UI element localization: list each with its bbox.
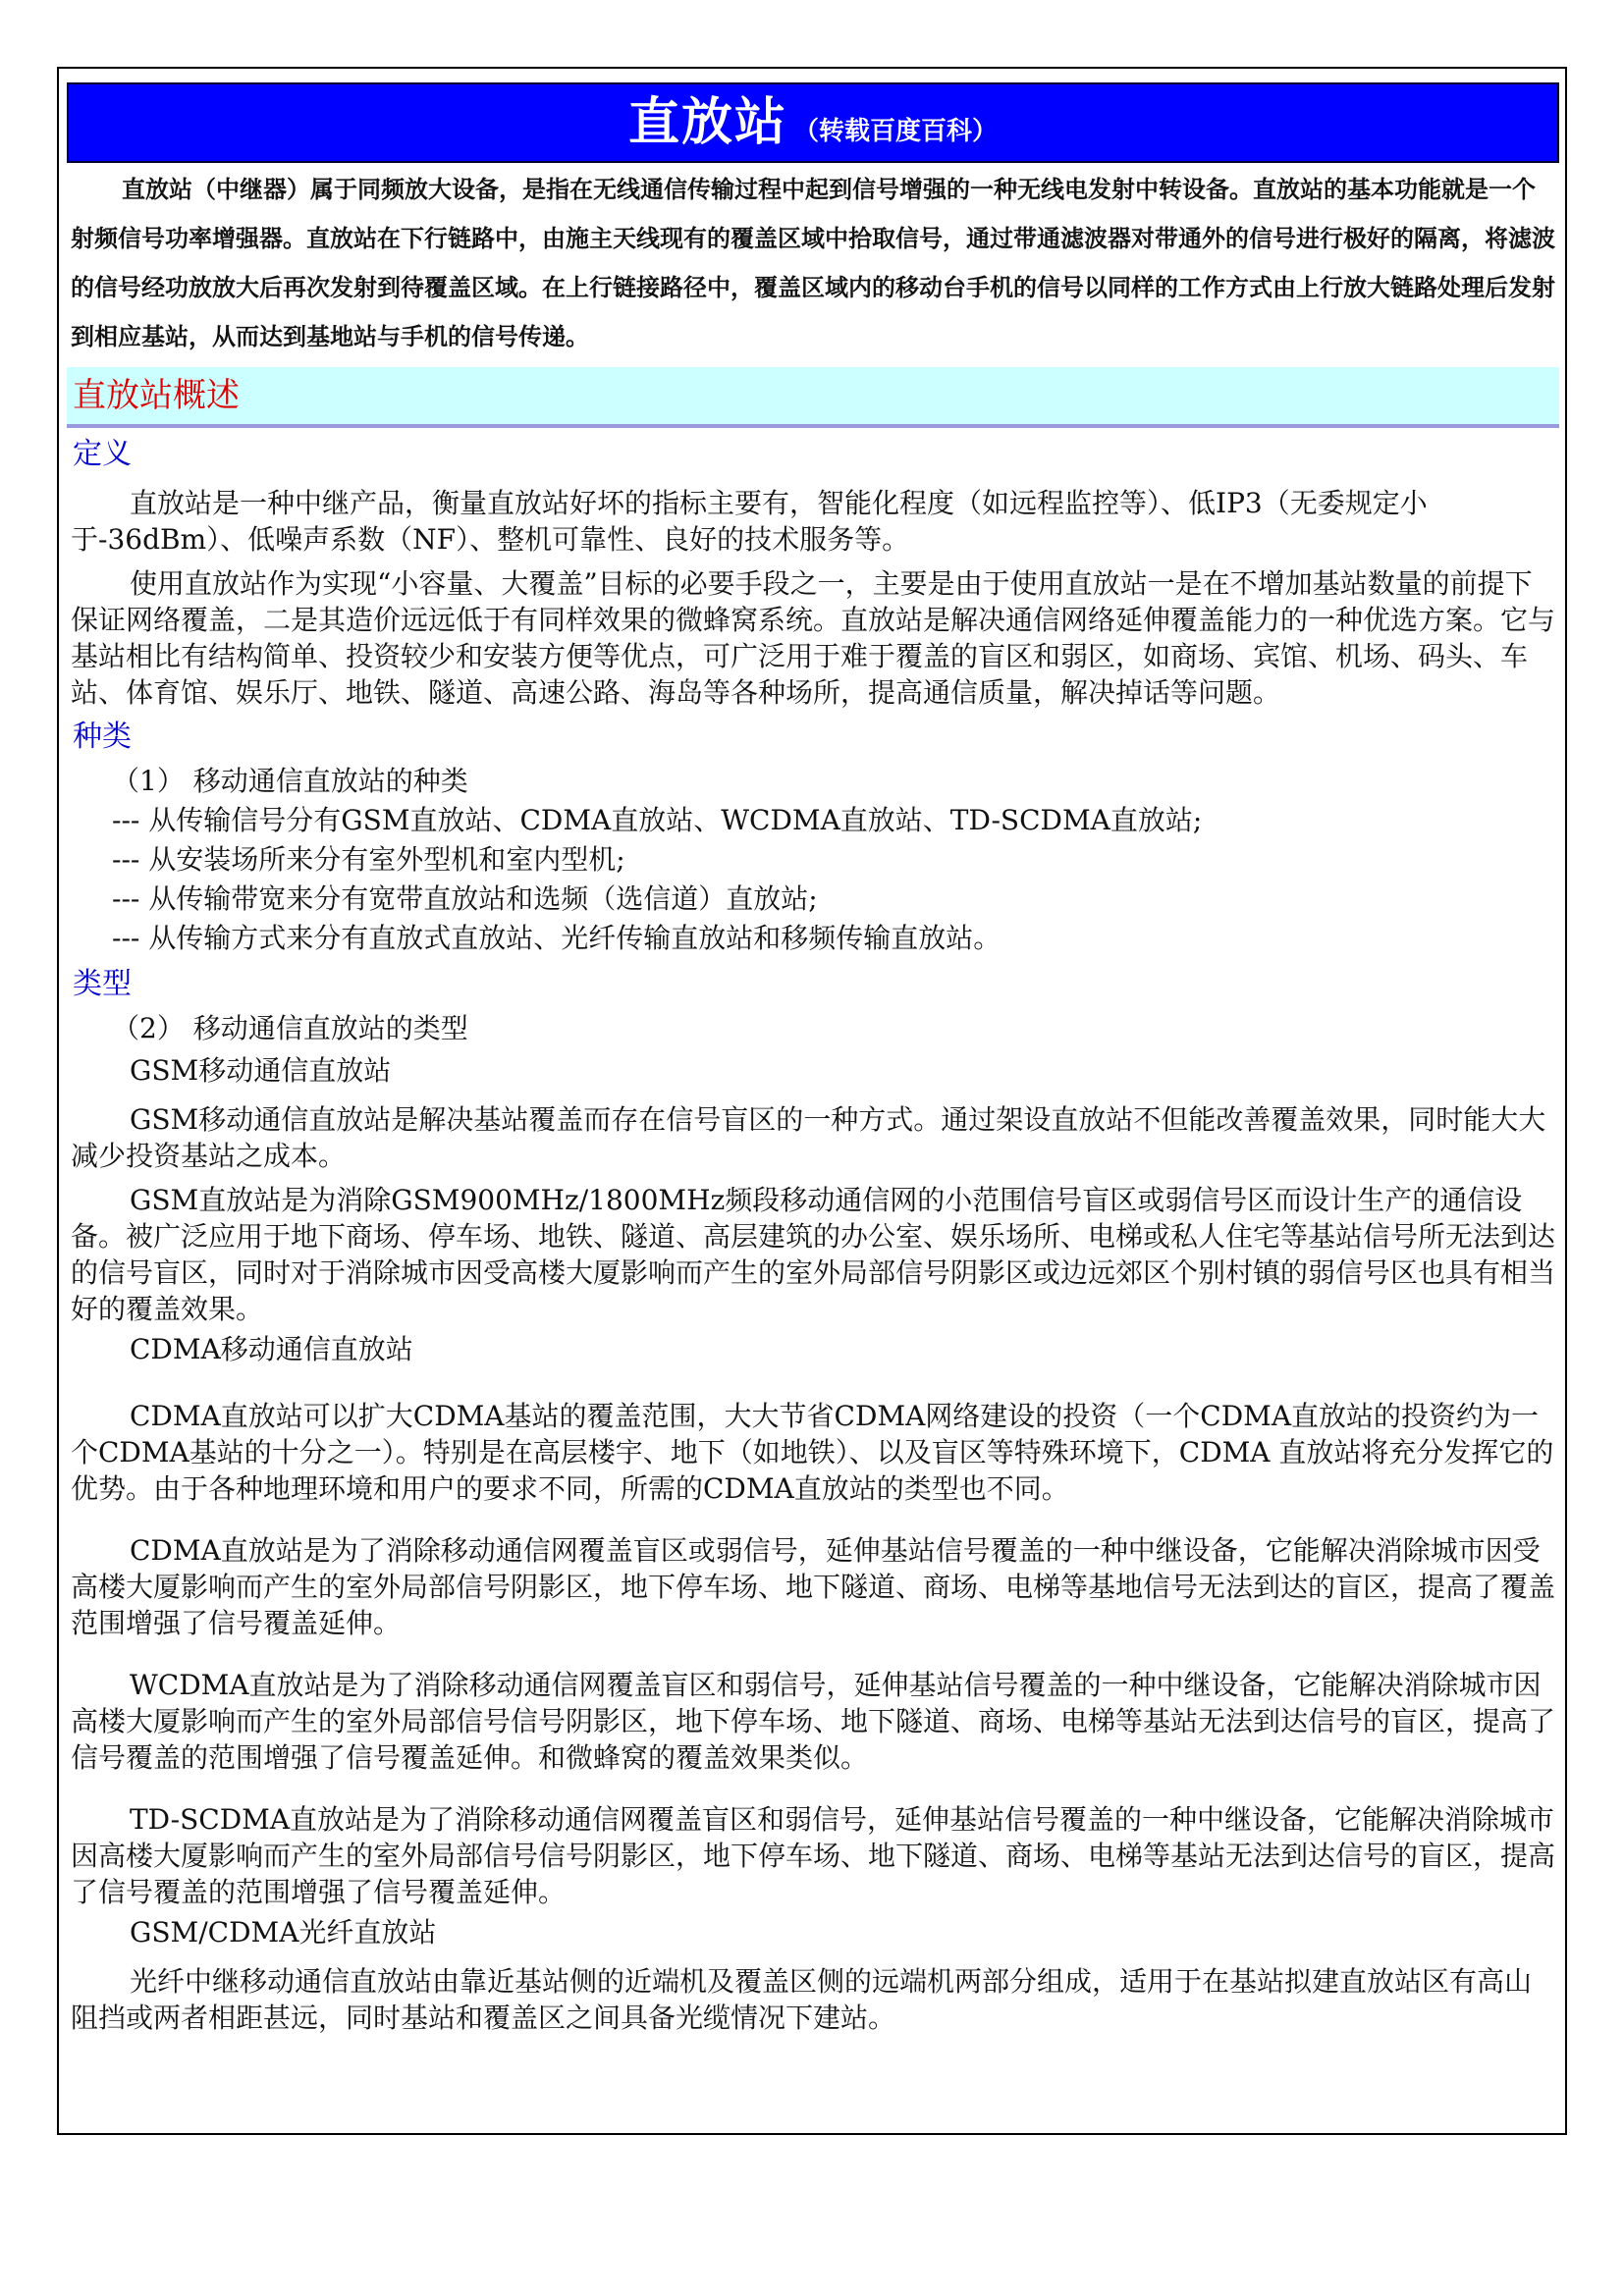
list-item: --- 从传输方式来分有直放式直放站、光纤传输直放站和移频传输直放站。 [112,922,1001,954]
list-item: --- 从传输信号分有GSM直放站、CDMA直放站、WCDMA直放站、TD-SCDMA直放站; [112,804,1203,836]
wcdma-paragraph: WCDMA直放站是为了消除移动通信网覆盖盲区和弱信号，延伸基站信号覆盖的一种中继设备，它能解决消除城市因高楼大厦影响而产生的室外局部信号信号阴影区，地下停车场、地下隧道、商场、电梯等基站无法到达信号的盲区，提高了信号覆盖的范围增强了信号覆盖延伸。和微蜂窝的覆盖效果类似。 [71,1669,1556,1774]
gsm-paragraph-2: GSM直放站是为消除GSM900MHz/1800MHz频段移动通信网的小范围信号盲区或弱信号区而设计生产的通信设备。被广泛应用于地下商场、停车场、地铁、隧道、高层建筑的办公室、娱乐场所、电梯或私人住宅等基站信号所无法到达的信号盲区，同时对于消除城市因受高楼大厦影响而产生的室外局部信号阴影区或边远郊区个别村镇的弱信号区也具有相当好的覆盖效果。 [71,1184,1556,1325]
page-title: 直放站 [627,92,787,152]
list-item: --- 从传输带宽来分有宽带直放站和选频（选信道）直放站; [112,882,818,915]
types-list-title: （2） 移动通信直放站的类型 [112,1012,468,1044]
cdma-paragraph-1: CDMA直放站可以扩大CDMA基站的覆盖范围，大大节省CDMA网络建设的投资（一个CDMA直放站的投资约为一个CDMA基站的十分之一）。特别是在高层楼宇、地下（如地铁）、以及盲区等特殊环境下，CDMA 直放站将充分发挥它的优势。由于各种地理环境和用户的要求不同，所需的CDMA直放站的类型也不同。 [71,1400,1554,1505]
kinds-heading: 种类 [73,720,132,754]
document-content [67,82,1559,2036]
definition-paragraph-2: 使用直放站作为实现“小容量、大覆盖”目标的必要手段之一，主要是由于使用直放站一是在不增加基站数量的前提下保证网络覆盖，二是其造价远远低于有同样效果的微蜂窝系统。直放站是解决通信网络延伸覆盖能力的一种优选方案。它与基站相比有结构简单、投资较少和安装方便等优点，可广泛用于难于覆盖的盲区和弱区，如商场、宾馆、机场、码头、车站、体育馆、娱乐厅、地铁、隧道、高速公路、海岛等各种场所，提高通信质量，解决掉话等问题。 [71,567,1556,709]
page-subtitle: （转载百度百科） [793,117,999,146]
types-heading: 类型 [73,967,132,1001]
list-item: --- 从安装场所来分有室外型机和室内型机; [112,843,625,876]
document-frame [57,67,1567,2135]
cdma-heading: CDMA移动通信直放站 [130,1333,413,1365]
title-banner [67,82,1559,163]
cdma-paragraph-2: CDMA直放站是为了消除移动通信网覆盖盲区或弱信号，延伸基站信号覆盖的一种中继设备，它能解决消除城市因受高楼大厦影响而产生的室外局部信号阴影区，地下停车场、地下隧道、商场、电梯等基地信号无法到达的盲区，提高了覆盖范围增强了信号覆盖延伸。 [71,1534,1556,1639]
definition-heading: 定义 [73,437,132,471]
fiber-heading: GSM/CDMA光纤直放站 [130,1916,437,1949]
tdscdma-paragraph: TD-SCDMA直放站是为了消除移动通信网覆盖盲区和弱信号，延伸基站信号覆盖的一种中继设备，它能解决消除城市因高楼大厦影响而产生的室外局部信号信号阴影区，地下停车场、地下隧道、商场、电梯等基站无法到达信号的盲区，提高了信号覆盖的范围增强了信号覆盖延伸。 [71,1803,1556,1908]
fiber-paragraph: 光纤中继移动通信直放站由靠近基站侧的近端机及覆盖区侧的远端机两部分组成，适用于在基站拟建直放站区有高山阻挡或两者相距甚远，同时基站和覆盖区之间具备光缆情况下建站。 [71,1965,1533,2034]
gsm-heading: GSM移动通信直放站 [130,1054,392,1087]
section-title: 直放站概述 [67,367,1559,428]
definition-paragraph-1: 直放站是一种中继产品，衡量直放站好坏的指标主要有，智能化程度（如远程监控等）、低IP3（无委规定小于-36dBm）、低噪声系数（NF）、整机可靠性、良好的技术服务等。 [71,487,1428,556]
kinds-list-title: （1） 移动通信直放站的种类 [112,765,468,797]
gsm-paragraph-1: GSM移动通信直放站是解决基站覆盖而存在信号盲区的一种方式。通过架设直放站不但能改善覆盖效果，同时能大大减少投资基站之成本。 [71,1103,1546,1172]
intro-paragraph: 直放站（中继器）属于同频放大设备，是指在无线通信传输过程中起到信号增强的一种无线电发射中转设备。直放站的基本功能就是一个射频信号功率增强器。直放站在下行链路中，由施主天线现有的覆盖区域中拾取信号，通过带通滤波器对带通外的信号进行极好的隔离，将滤波的信号经功放放大后再次发射到待覆盖区域。在上行链接路径中，覆盖区域内的移动台手机的信号以同样的工作方式由上行放大链路处理后发射到相应基站，从而达到基地站与手机的信号传递。 [71,175,1555,350]
